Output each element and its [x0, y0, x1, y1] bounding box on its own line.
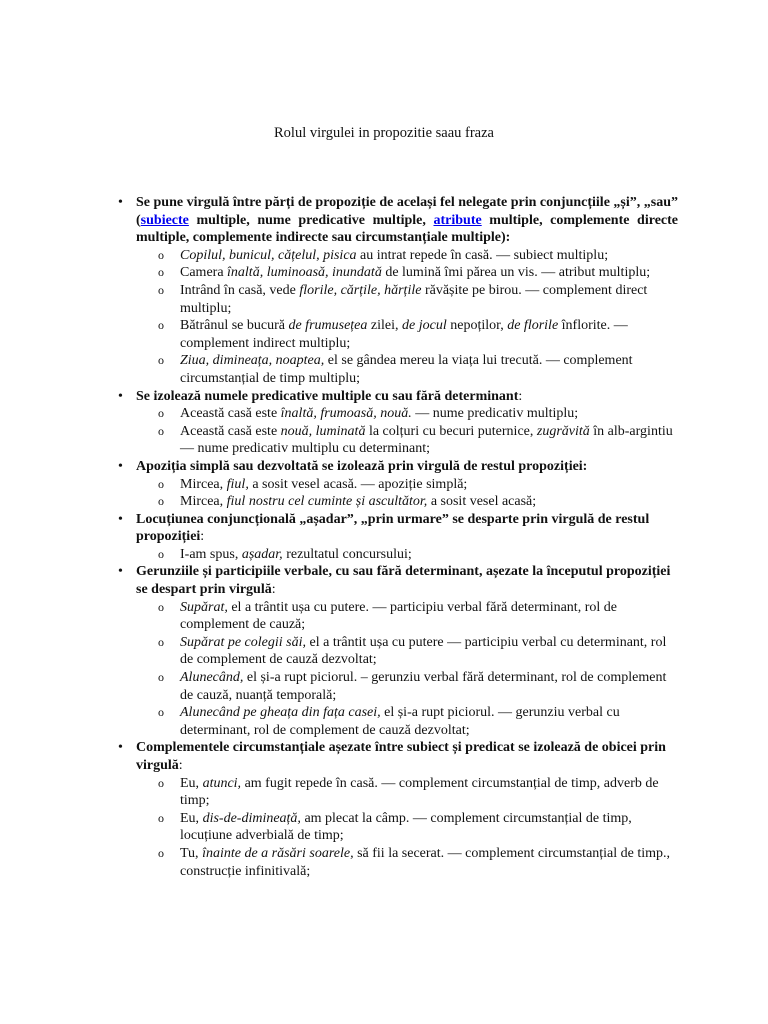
example-text: el și-a rupt piciorul. – gerunziu verbal fără determinant, rol de complement de cauză, nuanță temporală;: [180, 670, 667, 703]
example-text: Mircea,: [180, 476, 227, 492]
term-link[interactable]: atribute: [433, 212, 482, 228]
rule-heading: [136, 511, 678, 546]
example-italic-text: Copilul, bunicul, cățelul, pisica: [180, 247, 357, 263]
example-item: [180, 423, 678, 458]
rule-item: [116, 563, 678, 739]
examples-list: [136, 546, 678, 564]
example-item: [180, 810, 678, 845]
example-item: [180, 264, 678, 282]
example-italic-text: Supărat,: [180, 599, 228, 615]
heading-text: multiple, complemente directe multiple, complemente indirecte sau circumstanțiale multiple):: [136, 212, 679, 246]
heading-text: :: [271, 582, 276, 598]
rule-item: [116, 511, 678, 564]
heading-text: multiple, nume predicative multiple,: [188, 212, 434, 228]
term-link[interactable]: subiecte: [140, 212, 189, 228]
example-item: [180, 476, 678, 494]
example-italic-text: înainte de a răsări soarele,: [202, 845, 354, 861]
heading-text: Complementele circumstanțiale așezate între subiect și predicat se izolează de obicei prin virgulă: [136, 740, 666, 773]
rule-item: [116, 739, 678, 880]
heading-text: Locuțiunea conjuncțională „așadar”, „prin urmare” se desparte prin virgulă de restul propoziției: [136, 511, 650, 545]
example-text: Eu,: [180, 810, 203, 826]
example-text: Tu,: [180, 845, 203, 861]
example-italic-text: fiul nostru cel cuminte și ascultător,: [226, 494, 428, 510]
example-text: am fugit repede în casă. — complement circumstanțial de timp, adverb de timp;: [180, 775, 659, 809]
example-text: a sosit vesel acasă. — apoziție simplă;: [248, 476, 468, 492]
examples-list: [136, 476, 678, 511]
example-text: el se gândea mereu la viața lui trecută. — complement circumstanțial de timp multiplu;: [180, 353, 633, 386]
example-italic-text: de frumusețea: [288, 318, 368, 334]
example-italic-text: zugrăvită: [536, 423, 590, 439]
example-text: nepoților,: [446, 318, 508, 334]
example-text: Eu,: [180, 775, 203, 791]
example-item: [180, 546, 678, 564]
example-item: [180, 282, 678, 317]
example-text: — nume predicativ multiplu;: [411, 406, 579, 422]
example-item: [180, 704, 678, 739]
example-text: el a trântit ușa cu putere — participiu verbal cu determinant, rol de complement de cauză dezvoltat;: [180, 634, 667, 668]
heading-text: :: [200, 529, 205, 545]
example-text: de lumină îmi părea un vis. — atribut multiplu;: [381, 265, 651, 281]
example-italic-text: nouă, luminată: [280, 423, 366, 439]
rule-item: [116, 458, 678, 511]
heading-text: :: [178, 758, 183, 773]
heading-text: :: [518, 388, 523, 404]
heading-text: Apoziția simplă sau dezvoltată se izolează prin virgulă de restul propoziției:: [136, 458, 588, 474]
example-item: [180, 845, 678, 880]
example-italic-text: atunci,: [202, 775, 242, 791]
example-text: au intrat repede în casă. — subiect multiplu;: [356, 247, 609, 263]
rule-item: [116, 388, 678, 458]
example-text: zilei,: [367, 318, 403, 334]
rules-list: [116, 194, 678, 880]
example-text: la colțuri cu becuri puternice,: [365, 423, 537, 439]
example-text: am plecat la câmp. — complement circumstanțial de timp, locuțiune adverbială de timp;: [180, 810, 632, 844]
examples-list: [136, 405, 678, 458]
example-item: [180, 317, 678, 352]
examples-list: [136, 247, 678, 388]
rule-heading: [136, 458, 678, 476]
example-item: [180, 634, 678, 669]
example-text: Bătrânul se bucură: [180, 318, 289, 334]
example-text: rezultatul concursului;: [282, 546, 412, 562]
example-text: răvășite pe birou. — complement direct multiplu;: [180, 282, 648, 316]
rule-heading: [136, 194, 678, 247]
example-text: Mircea,: [180, 494, 227, 510]
rule-heading: [136, 388, 678, 406]
example-text: el a trântit ușa cu putere. — participiu verbal fără determinant, rol de complement de cauză;: [180, 599, 617, 633]
example-text: înflorite. — complement indirect multiplu;: [180, 318, 628, 351]
examples-list: [136, 775, 678, 881]
heading-text: Se pune virgulă între părți de propoziție de același fel nelegate prin conjuncțiile „și”, „sau” (: [136, 195, 678, 228]
example-italic-text: Supărat pe colegii săi,: [180, 634, 306, 650]
example-text: Această casă este: [180, 406, 281, 422]
example-text: Intrând în casă, vede: [180, 282, 300, 298]
example-item: [180, 493, 678, 511]
example-text: în alb-argintiu — nume predicativ multiplu cu determinant;: [180, 423, 673, 457]
rule-heading: [136, 563, 678, 598]
example-item: [180, 775, 678, 810]
example-italic-text: înaltă, frumoasă, nouă.: [280, 406, 412, 422]
example-item: [180, 405, 678, 423]
document-title: Rolul virgulei in propozitie saau fraza: [274, 125, 494, 141]
rule-item: [116, 194, 678, 388]
heading-text: Se izolează numele predicative multiple cu sau fără determinant: [136, 388, 519, 404]
example-italic-text: de florile: [507, 318, 559, 334]
example-text: Această casă este: [180, 423, 281, 439]
example-text: a sosit vesel acasă;: [427, 494, 537, 510]
example-italic-text: Alunecând,: [180, 670, 244, 686]
example-italic-text: Alunecând pe gheața din fața casei,: [180, 705, 381, 721]
example-italic-text: înaltă, luminoasă, inundată: [227, 265, 382, 281]
heading-text: Gerunziile și participiile verbale, cu sau fără determinant, așezate la începutul propoziției se despart prin virgulă: [136, 564, 671, 598]
example-italic-text: așadar,: [241, 546, 283, 562]
examples-list: [136, 599, 678, 740]
example-text: I-am spus,: [180, 546, 242, 562]
example-italic-text: de jocul: [402, 318, 447, 334]
example-italic-text: florile, cărțile, hărțile: [299, 282, 422, 298]
example-item: [180, 669, 678, 704]
example-item: [180, 247, 678, 265]
rule-heading: [136, 739, 678, 774]
document-body: [116, 194, 678, 880]
example-italic-text: Ziua, dimineața, noaptea,: [180, 353, 325, 369]
example-text: Camera: [180, 265, 228, 281]
example-item: [180, 599, 678, 634]
example-text: să fii la secerat. — complement circumstanțial de timp., construcție infinitivală;: [180, 845, 671, 879]
example-italic-text: fiul,: [226, 476, 249, 492]
example-italic-text: dis-de-dimineață,: [202, 810, 301, 826]
example-item: [180, 352, 678, 387]
example-text: el și-a rupt piciorul. — gerunziu verbal cu determinant, rol de complement de cauză dezvoltat;: [180, 705, 620, 738]
